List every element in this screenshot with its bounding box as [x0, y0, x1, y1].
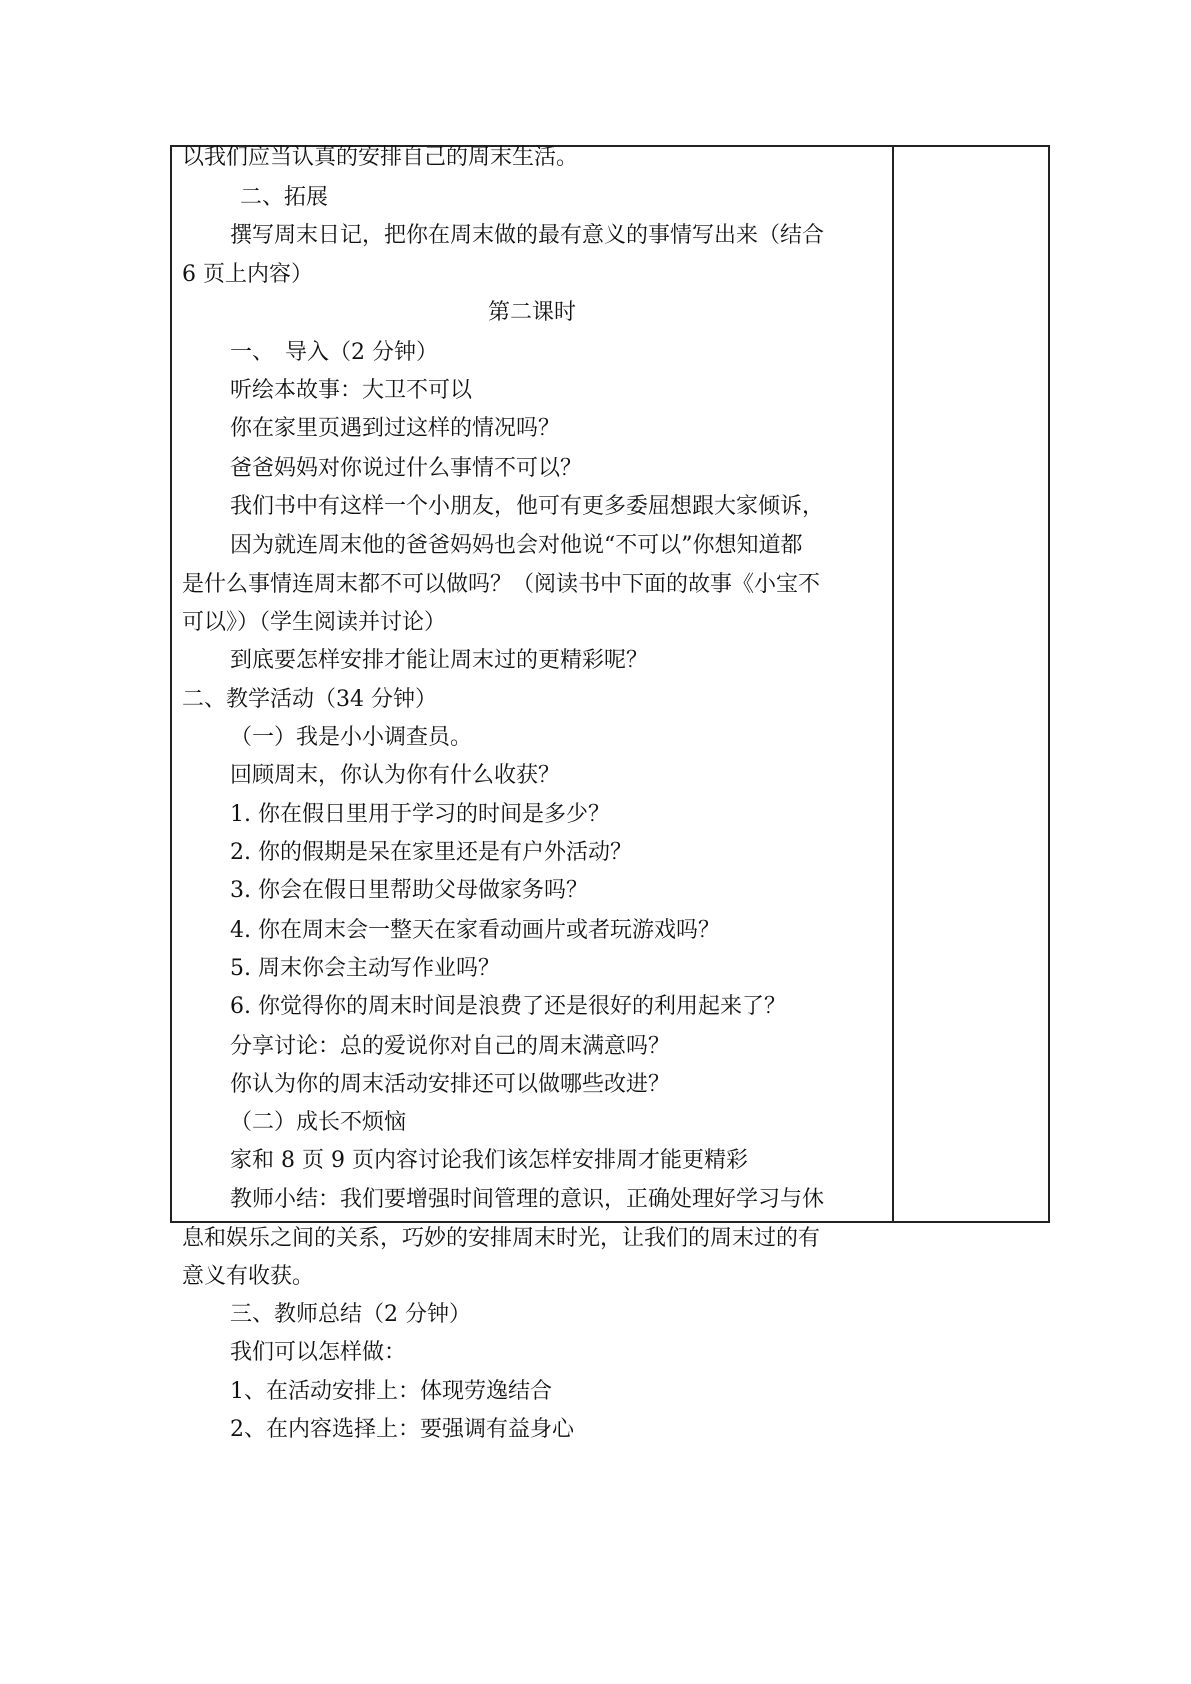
text-line: 你认为你的周末活动安排还可以做哪些改进？ [230, 1072, 671, 1097]
text-line: 4. 你在周末会一整天在家看动画片或者玩游戏吗？ [230, 918, 720, 943]
text-line: 5. 周末你会主动写作业吗？ [230, 956, 500, 981]
text-line: 3. 你会在假日里帮助父母做家务吗？ [230, 878, 588, 903]
text-line: 我们书中有这样一个小朋友，他可有更多委屈想跟大家倾诉， [230, 494, 825, 519]
text-line: 到底要怎样安排才能让周末过的更精彩呢？ [230, 648, 649, 673]
text-line: 听绘本故事：大卫不可以 [230, 378, 473, 403]
text-line: 6 页上内容） [182, 262, 313, 287]
text-line: 是什么事情连周末都不可以做吗？（阅读书中下面的故事《小宝不 [182, 572, 821, 597]
text-line: （一）我是小小调查员。 [230, 725, 473, 750]
text-line: 2、在内容选择上：要强调有益身心 [230, 1417, 574, 1442]
text-line: 二、教学活动（34 分钟） [182, 687, 437, 712]
text-line: 家和 8 页 9 页内容讨论我们该怎样安排周才能更精彩 [230, 1148, 748, 1173]
text-line: 以我们应当认真的安排自己的周末生活。 [182, 145, 579, 170]
text-line: 2. 你的假期是呆在家里还是有户外活动？ [230, 840, 632, 865]
text-line: 回顾周末，你认为你有什么收获？ [230, 763, 561, 788]
text-line: 二、拓展 [240, 185, 329, 210]
text-line: 息和娱乐之间的关系，巧妙的安排周末时光，让我们的周末过的有 [182, 1226, 821, 1251]
text-line: 三、教师总结（2 分钟） [230, 1302, 471, 1327]
text-line: 意义有收获。 [182, 1264, 315, 1289]
text-line: 1、在活动安排上：体现劳逸结合 [230, 1379, 552, 1404]
text-line: 分享讨论：总的爱说你对自己的周末满意吗？ [230, 1034, 671, 1059]
section-heading: 第二课时 [487, 300, 576, 325]
text-line: 爸爸妈妈对你说过什么事情不可以？ [230, 456, 583, 481]
text-line: 因为就连周末他的爸爸妈妈也会对他说“不可以”你想知道都 [230, 533, 803, 558]
text-line: （二）成长不烦恼 [230, 1110, 407, 1135]
lesson-table [170, 145, 1050, 1442]
text-line: 你在家里页遇到过这样的情况吗？ [230, 416, 561, 441]
text-line: 撰写周末日记，把你在周末做的最有意义的事情写出来（结合 [230, 223, 825, 248]
text-line: 1. 你在假日里用于学习的时间是多少？ [230, 802, 610, 827]
text-line: 我们可以怎样做： [230, 1340, 407, 1365]
text-line: 一、 导入（2 分钟） [230, 340, 438, 365]
text-line: 6. 你觉得你的周末时间是浪费了还是很好的利用起来了？ [230, 994, 786, 1019]
text-line: 可以》）（学生阅读并讨论） [182, 610, 447, 635]
text-line: 教师小结：我们要增强时间管理的意识，正确处理好学习与休 [230, 1187, 825, 1212]
